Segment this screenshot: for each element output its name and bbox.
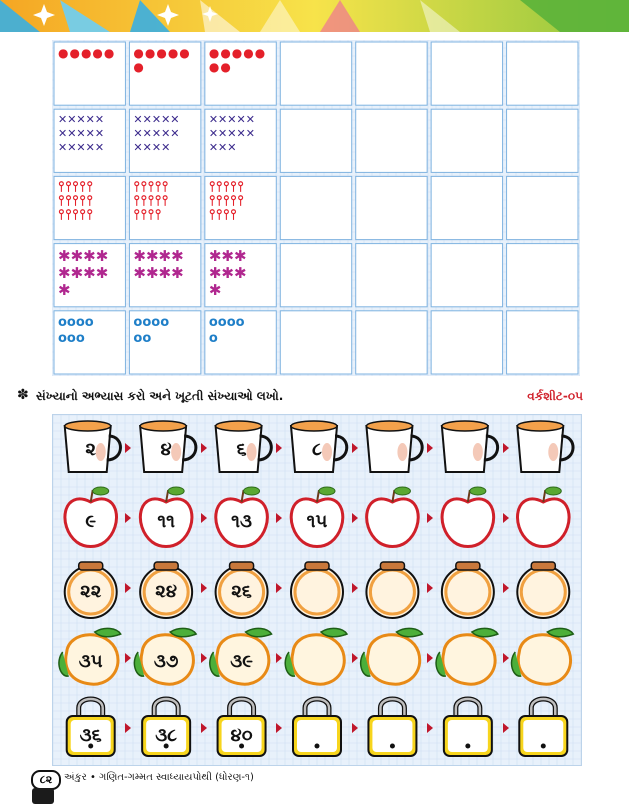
sequence-arrow-icon — [503, 513, 509, 523]
sequence-number: ૨૨ — [80, 581, 102, 602]
mango-icon — [285, 628, 347, 684]
sequence-number: ૩૭ — [153, 651, 179, 672]
sequence-arrow-icon — [427, 443, 433, 453]
pattern-line: ⫯⫯⫯⫯⫯ — [133, 193, 169, 210]
pattern-line: ✱✱✱✱ — [133, 263, 184, 282]
pattern-line: ✕✕✕✕✕ — [133, 127, 180, 141]
pattern-line: o — [208, 330, 218, 346]
pattern-line: oo — [133, 330, 152, 346]
cup-icon — [442, 421, 498, 472]
pattern-line: ✱ — [208, 280, 222, 299]
sequence-arrow-icon — [352, 653, 358, 663]
sequence-number: ૮ — [312, 439, 322, 460]
pot-icon — [366, 562, 418, 618]
sequence-arrow-icon — [201, 723, 207, 733]
sequence-arrow-icon — [201, 583, 207, 593]
sequence-number: ૧૫ — [306, 511, 328, 532]
pattern-line: ✱✱✱ — [208, 247, 247, 265]
counting-grid — [52, 40, 580, 376]
pattern-line: ⫯⫯⫯⫯⫯ — [133, 180, 169, 196]
pattern-line: ●●●●● — [208, 46, 267, 60]
pattern-line: ✕✕✕✕✕ — [58, 113, 105, 127]
pattern-cell — [209, 248, 284, 315]
pattern-line: ✕✕✕✕ — [133, 141, 171, 155]
pattern-cell — [209, 315, 284, 382]
pattern-line: ●● — [208, 60, 232, 74]
cup-icon — [366, 421, 422, 472]
pattern-cell — [209, 180, 284, 247]
pattern-line: ✱✱✱✱ — [58, 247, 109, 265]
sequence-number: ૩૯ — [230, 651, 253, 672]
sequence-number: ૧૧ — [157, 511, 175, 532]
pattern-cell — [209, 113, 284, 180]
sequence-arrow-icon — [503, 583, 509, 593]
pattern-line: oooo — [208, 314, 245, 330]
apple-icon — [367, 487, 419, 547]
mango-icon — [436, 628, 498, 684]
sequence-arrow-icon — [125, 513, 131, 523]
sequence-arrow-icon — [276, 723, 282, 733]
sequence-number: ૬ — [236, 439, 247, 460]
sequence-arrow-icon — [503, 653, 509, 663]
mango-icon — [361, 628, 423, 684]
pattern-line: ✕✕✕✕✕ — [208, 127, 255, 141]
pattern-cell — [58, 180, 133, 247]
sequence-arrow-icon — [427, 653, 433, 663]
sequence-number: ૧૩ — [231, 511, 252, 532]
pattern-line: ●●●●● — [133, 46, 191, 60]
pattern-cell — [58, 315, 133, 382]
pattern-line: ✕✕✕✕✕ — [208, 113, 255, 127]
sequence-number: ૪૦ — [230, 725, 253, 746]
sequence-number: ૨૬ — [231, 581, 252, 602]
sequence-arrow-icon — [201, 653, 207, 663]
sequence-arrow-icon — [352, 443, 358, 453]
sequence-arrow-icon — [276, 653, 282, 663]
apple-icon — [442, 487, 494, 547]
sequence-arrow-icon — [503, 443, 509, 453]
sequence-arrow-icon — [125, 653, 131, 663]
pattern-cell — [133, 315, 208, 382]
sequence-arrow-icon — [125, 443, 131, 453]
sequence-number: ૩૮ — [155, 725, 178, 746]
sequence-number: ૯ — [85, 511, 97, 532]
pattern-line: oooo — [58, 314, 94, 330]
sequence-arrow-icon — [427, 583, 433, 593]
sequence-number: ૨૪ — [155, 581, 177, 602]
sequence-number: ૪ — [160, 439, 172, 460]
sequence-arrow-icon — [201, 443, 207, 453]
pattern-line: ✱ — [58, 280, 71, 299]
sequence-arrow-icon — [276, 513, 282, 523]
flower-bullet-icon: ✽ — [17, 387, 29, 403]
pattern-cell — [58, 248, 133, 315]
page-number: ૮૨ — [31, 770, 61, 790]
sequence-arrow-icon — [201, 513, 207, 523]
cup-icon — [517, 421, 573, 472]
lock-icon — [368, 699, 416, 756]
lock-icon — [519, 699, 567, 756]
sequence-number: ૨ — [85, 439, 96, 460]
sequence-number: ૩૬ — [79, 725, 102, 746]
pattern-line: ✕✕✕✕✕ — [133, 113, 180, 127]
pattern-line: ⫯⫯⫯⫯⫯ — [208, 193, 245, 210]
pattern-line: ●●●●● — [58, 46, 116, 60]
sequence-number: ૩૫ — [78, 651, 103, 672]
sequence-arrow-icon — [125, 583, 131, 593]
pattern-cell — [58, 46, 133, 113]
pattern-line: ✕✕✕ — [208, 141, 237, 155]
top-banner — [0, 0, 629, 32]
pattern-line: ⫯⫯⫯⫯ — [208, 207, 238, 224]
sequence-arrow-icon — [276, 583, 282, 593]
pattern-cell — [58, 113, 133, 180]
pattern-line: ⫯⫯⫯⫯⫯ — [208, 180, 245, 196]
pot-icon — [442, 562, 494, 618]
sequence-arrow-icon — [352, 583, 358, 593]
mango-icon — [512, 628, 574, 684]
pattern-line: ● — [133, 60, 145, 74]
pattern-line: ✱✱✱✱ — [133, 247, 184, 265]
pattern-line: ⫯⫯⫯⫯⫯ — [58, 193, 94, 210]
sequence-arrow-icon — [276, 443, 282, 453]
pattern-line: ⫯⫯⫯⫯ — [133, 207, 162, 224]
sequence-arrow-icon — [352, 513, 358, 523]
pattern-line: ✕✕✕✕✕ — [58, 141, 105, 155]
lock-icon — [444, 699, 492, 756]
pattern-line: ⫯⫯⫯⫯⫯ — [58, 207, 94, 224]
pattern-line: ooo — [58, 330, 85, 346]
pattern-cell — [133, 46, 208, 113]
pattern-cell — [209, 46, 284, 113]
pattern-line: ⫯⫯⫯⫯⫯ — [58, 180, 94, 196]
sequence-arrow-icon — [427, 513, 433, 523]
sequence-arrow-icon — [427, 723, 433, 733]
instruction-text: સંખ્યાનો અભ્યાસ કરો અને ખૂટતી સંખ્યાઓ લખો. — [36, 389, 284, 403]
pattern-line: oooo — [133, 314, 170, 330]
sequence-grid — [52, 414, 582, 766]
worksheet-label: વર્કશીટ-૦૫ — [527, 389, 583, 403]
book-icon — [32, 788, 54, 804]
sequence-arrow-icon — [125, 723, 131, 733]
sequence-arrow-icon — [352, 723, 358, 733]
sequence-arrow-icon — [503, 723, 509, 733]
pattern-cell — [133, 113, 208, 180]
pattern-line: ✱✱✱ — [208, 263, 247, 282]
pot-icon — [291, 562, 343, 618]
pattern-cell — [133, 180, 208, 247]
pattern-cell — [133, 248, 208, 315]
pattern-line: ✱✱✱✱ — [58, 263, 109, 282]
footer-text: અંકુર • ગણિત-ગમ્મત સ્વાધ્યાયપોથી (ધોરણ-૧) — [64, 772, 254, 783]
pattern-line: ✕✕✕✕✕ — [58, 127, 105, 141]
